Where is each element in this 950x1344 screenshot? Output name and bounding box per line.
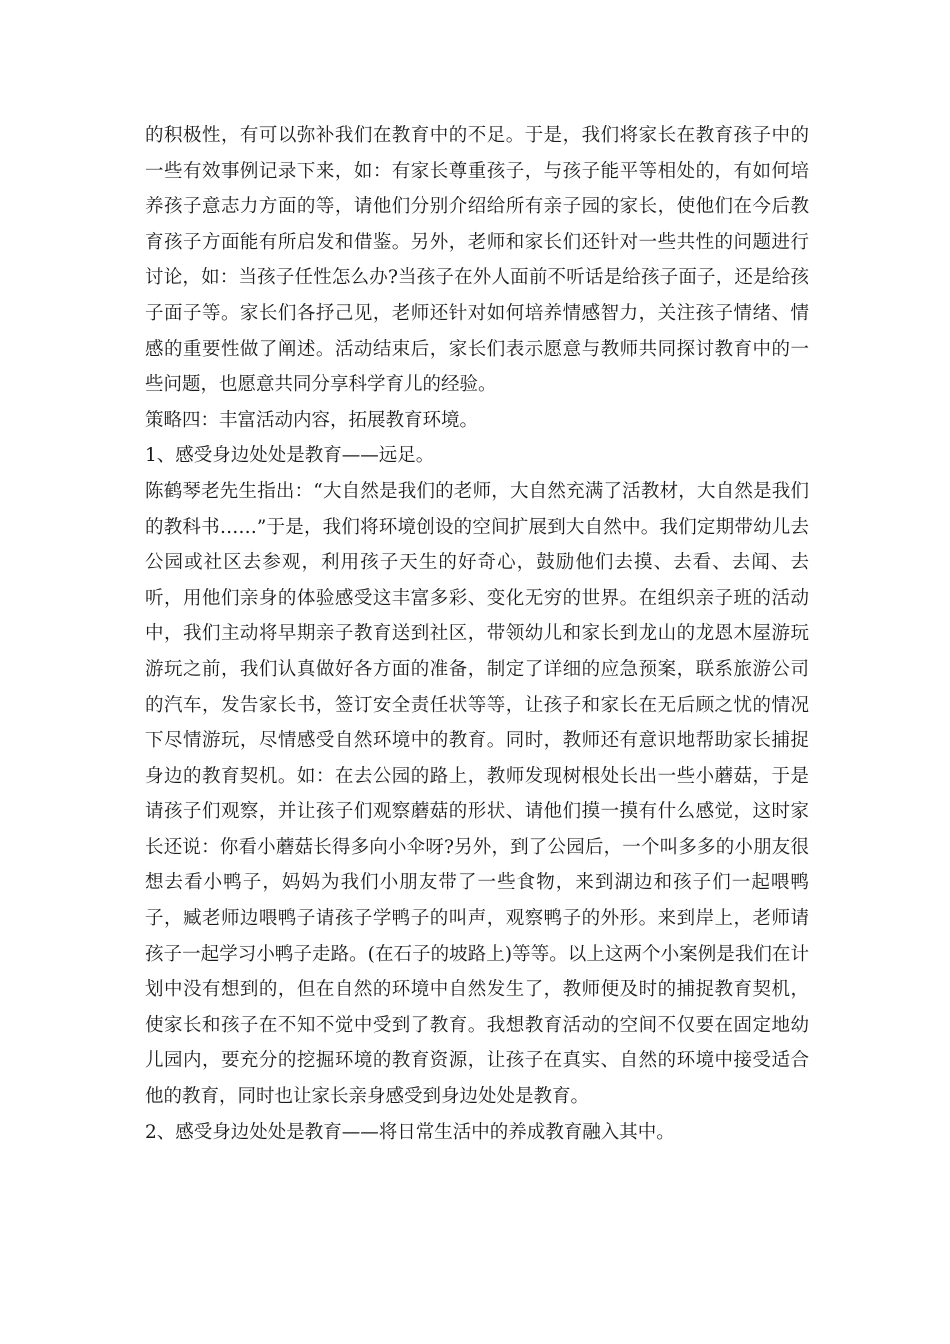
- paragraph-parent-involvement: 的积极性，有可以弥补我们在教育中的不足。于是，我们将家长在教育孩子中的一些有效事例记录下来，如：有家长尊重孩子，与孩子能平等相处的，有如何培养孩子意志力方面的等，请他们分别介绍给所有亲子园的家长，使他们在今后教育孩子方面能有所启发和借鉴。另外，老师和家长们还针对一些共性的问题进行讨论，如：当孩子任性怎么办?当孩子在外人面前不听话是给孩子面子，还是给孩子面子等。家长们各抒己见，老师还针对如何培养情感智力，关注孩子情绪、情感的重要性做了阐述。活动结束后，家长们表示愿意与教师共同探讨教育中的一些问题，也愿意共同分享科学育儿的经验。: [145, 125, 809, 396]
- paragraph-outing: 陈鹤琴老先生指出：“大自然是我们的老师，大自然充满了活教材，大自然是我们的教科书……”于是，我们将环境创设的空间扩展到大自然中。我们定期带幼儿去公园或社区去参观，利用孩子天生的好奇心，鼓励他们去摸、去看、去闻、去听，用他们亲身的体验感受这丰富多彩、变化无穷的世界。在组织亲子班的活动中，我们主动将早期亲子教育送到社区，带领幼儿和家长到龙山的龙恩木屋游玩游玩之前，我们认真做好各方面的准备，制定了详细的应急预案，联系旅游公司的汽车，发告家长书，签订安全责任状等等，让孩子和家长在无后顾之忧的情况下尽情游玩，尽情感受自然环境中的教育。同时，教师还有意识地帮助家长捕捉身边的教育契机。如：在去公园的路上，教师发现树根处长出一些小蘑菇，于是请孩子们观察，并让孩子们观察蘑菇的形状、请他们摸一摸有什么感觉，这时家长还说：你看小蘑菇长得多向小伞呀?另外，到了公园后，一个叫多多的小朋友很想去看小鸭子，妈妈为我们小朋友带了一些食物，来到湖边和孩子们一起喂鸭子，臧老师边喂鸭子请孩子学鸭子的叫声，观察鸭子的外形。来到岸上，老师请孩子一起学习小鸭子走路。(在石子的坡路上)等等。以上这两个小案例是我们在计划中没有想到的，但在自然的环境中自然发生了，教师便及时的捕捉教育契机，使家长和孩子在不知不觉中受到了教育。我想教育活动的空间不仅要在固定地幼儿园内，要充分的挖掘环境的教育资源，让孩子在真实、自然的环境中接受适合他的教育，同时也让家长亲身感受到身边处处是教育。: [145, 480, 809, 1108]
- section-1-heading: 1、感受身边处处是教育——远足。: [145, 445, 435, 467]
- section-2-heading: 2、感受身边处处是教育——将日常生活中的养成教育融入其中。: [145, 1121, 675, 1143]
- strategy-four-heading: 策略四：丰富活动内容，拓展教育环境。: [145, 409, 479, 431]
- document-page: [145, 118, 809, 1150]
